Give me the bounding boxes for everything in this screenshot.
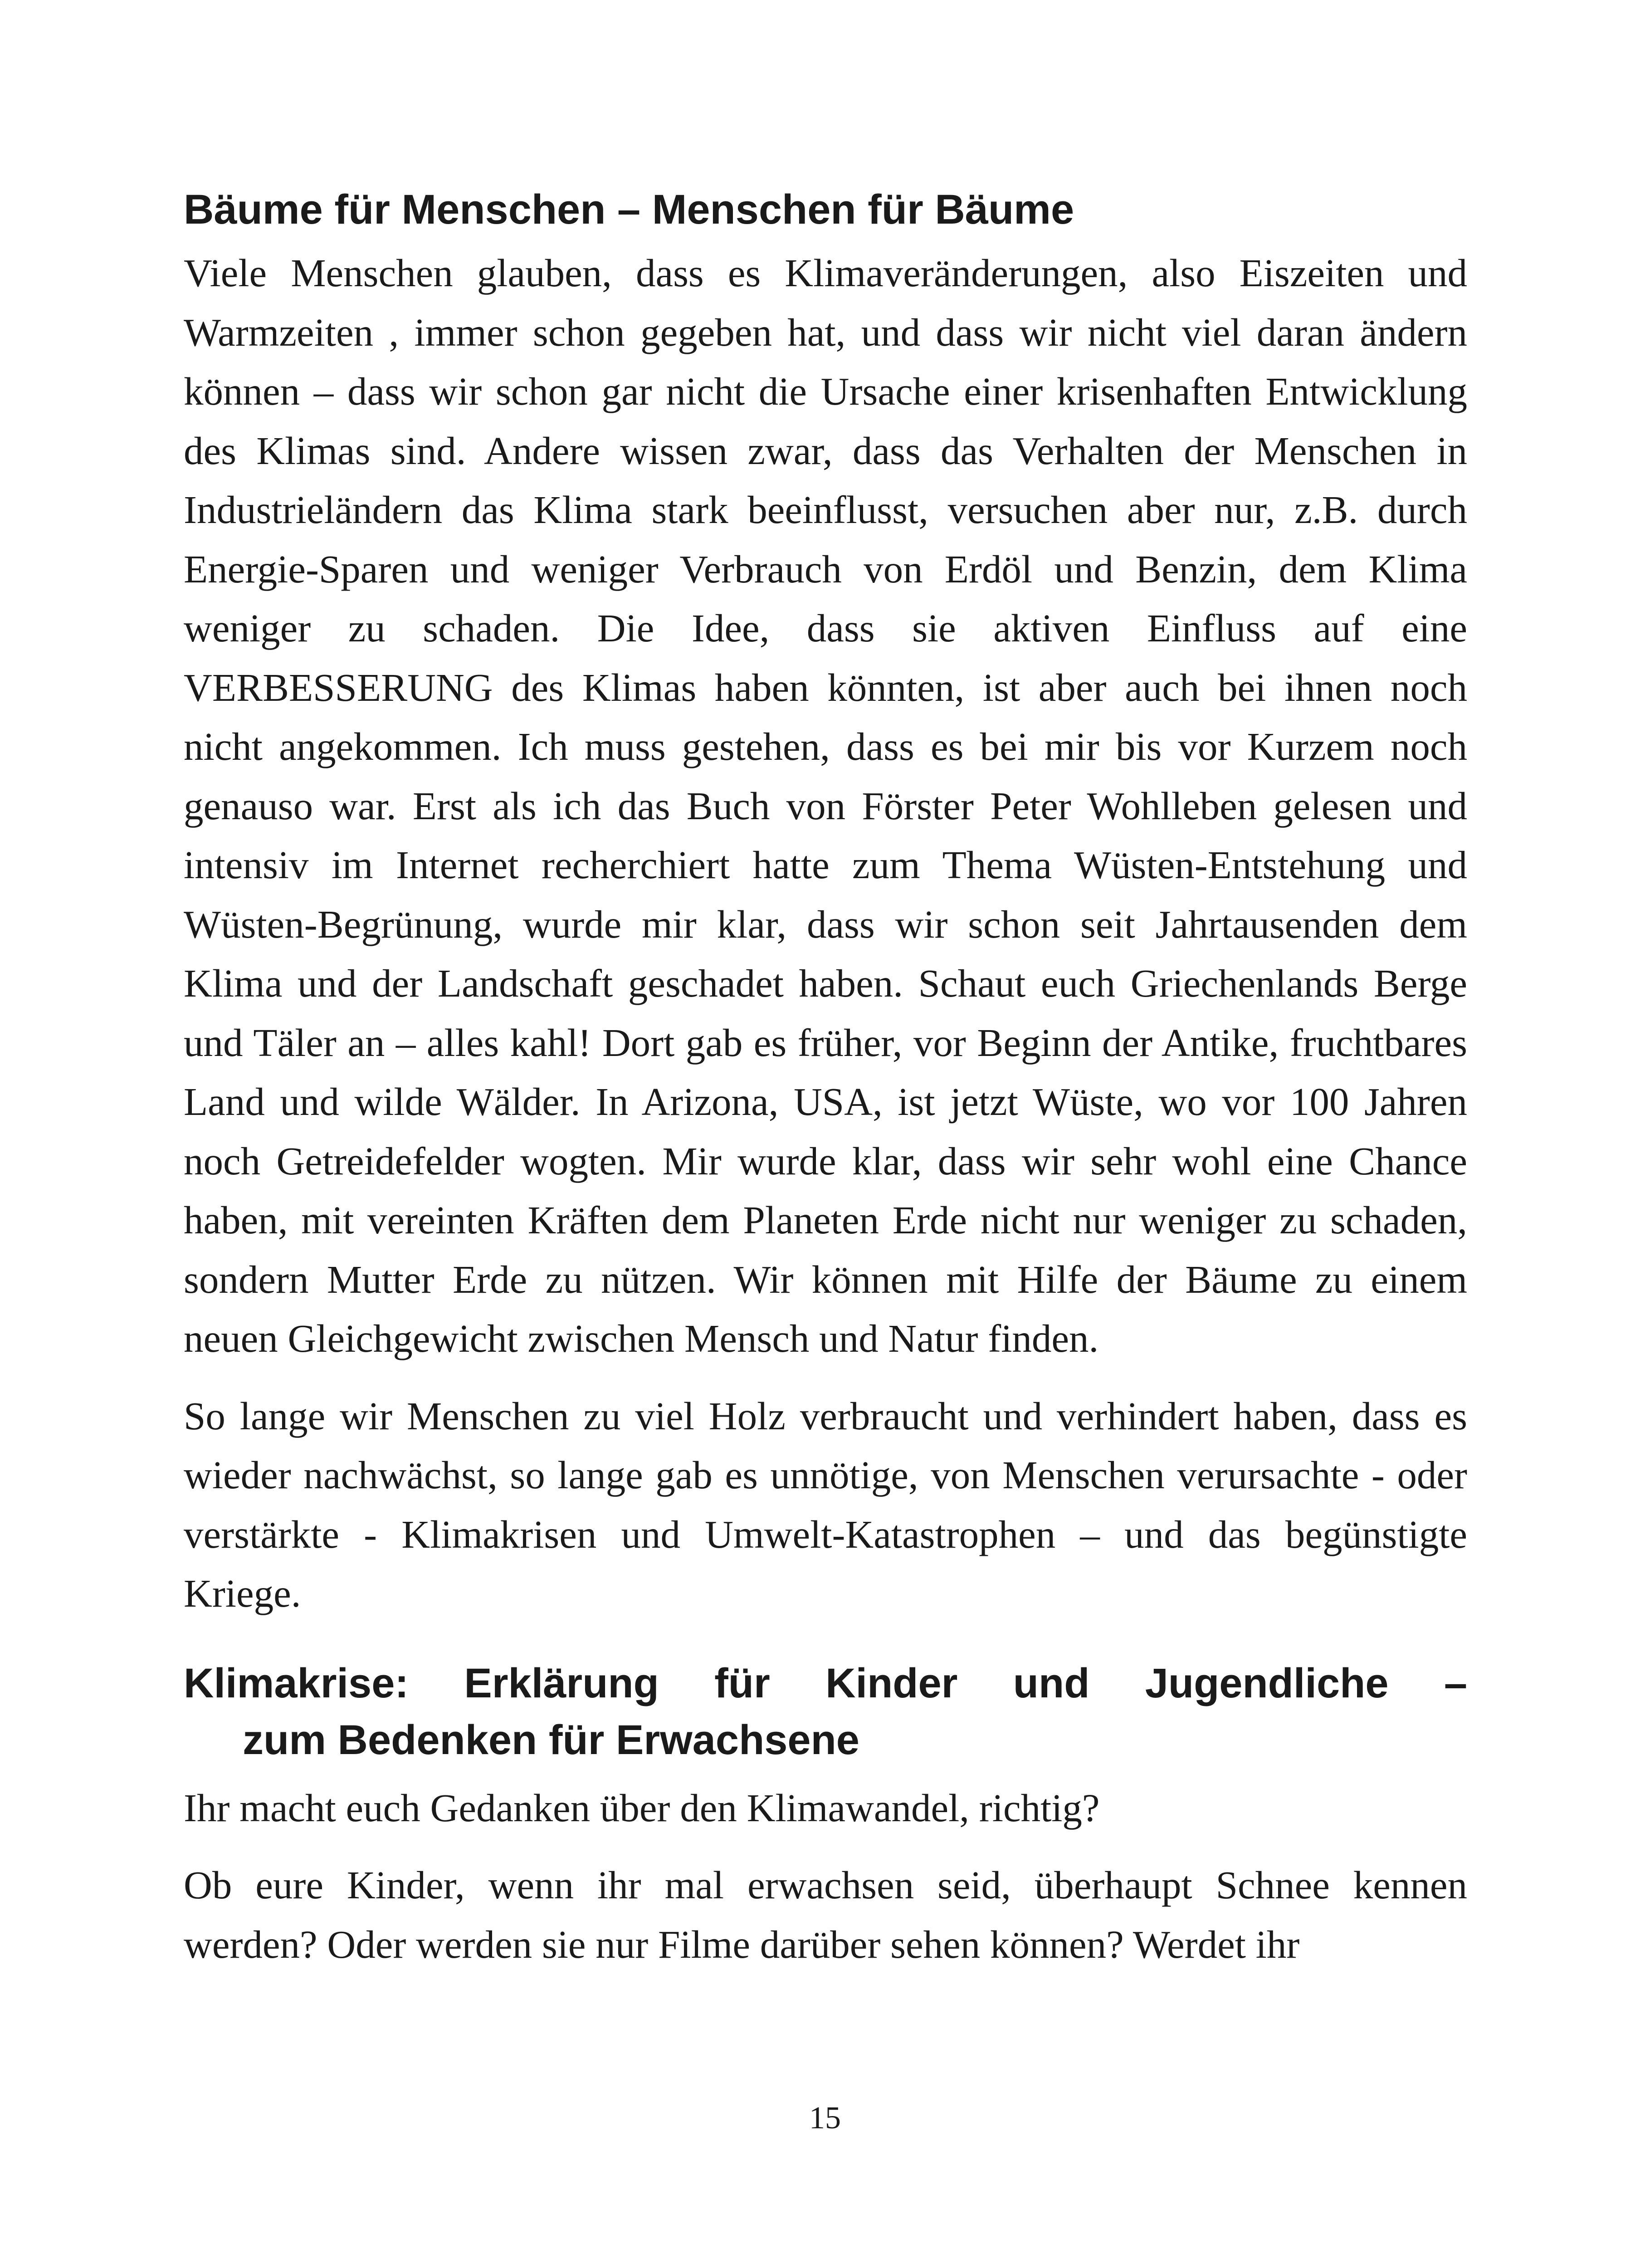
- body-paragraph: Viele Menschen glauben, dass es Klimaveränderungen, also Eiszeiten und Warmzeiten , immer schon gegeben hat, und dass wir nicht viel daran ändern können – dass wir schon gar nicht die Ursache einer krisenhaften Entwicklung des Klimas sind. Andere wissen zwar, dass das Verhalten der Menschen in Industrieländern das Klima stark beeinflusst, versuchen aber nur, z.B. durch Energie-Sparen und weniger Verbrauch von Erdöl und Benzin, dem Klima weniger zu schaden. Die Idee, dass sie aktiven Einfluss auf eine VERBESSERUNG des Klimas haben könnten, ist aber auch bei ihnen noch nicht angekommen. Ich muss gestehen, dass es bei mir bis vor Kurzem noch genauso war. Erst als ich das Buch von Förster Peter Wohlleben gelesen und intensiv im Internet recherchiert hatte zum Thema Wüsten-Entstehung und Wüsten-Begrünung, wurde mir klar, dass wir schon seit Jahrtausenden dem Klima und der Landschaft geschadet haben. Schaut euch Griechenlands Berge und Täler an – alles kahl! Dort gab es früher, vor Beginn der Antike, fruchtbares Land und wilde Wälder. In Arizona, USA, ist jetzt Wüste, wo vor 100 Jahren noch Getreidefelder wogten. Mir wurde klar, dass wir sehr wohl eine Chance haben, mit vereinten Kräften dem Planeten Erde nicht nur weniger zu schaden, sondern Mutter Erde zu nützen. Wir können mit Hilfe der Bäume zu einem neuen Gleichgewicht zwischen Mensch und Natur finden.: [184, 251, 1467, 1360]
- page-number: 15: [809, 2101, 841, 2136]
- body-paragraph: So lange wir Menschen zu viel Holz verbraucht und verhindert haben, dass es wieder nachwächst, so lange gab es unnötige, von Menschen verursachte - oder verstärkte - Klimakrisen und Umwelt-Katastrophen – und das begünstigte Kriege.: [184, 1393, 1467, 1615]
- body-paragraph: Ihr macht euch Gedanken über den Klimawandel, richtig?: [184, 1785, 1100, 1830]
- document-page: [184, 181, 1467, 1974]
- body-paragraph: Ob eure Kinder, wenn ihr mal erwachsen seid, überhaupt Schnee kennen werden? Oder werden sie nur Filme darüber sehen können? Werdet ihr: [184, 1863, 1467, 1966]
- section-heading-baeume: Bäume für Menschen – Menschen für Bäume: [184, 186, 1074, 233]
- section-heading-klimakrise: [184, 1655, 1467, 1769]
- section-heading-line: zum Bedenken für Erwachsene: [243, 1716, 859, 1763]
- section-heading-line: Klimakrise: Erklärung für Kinder und Jugendliche –: [184, 1660, 1467, 1706]
